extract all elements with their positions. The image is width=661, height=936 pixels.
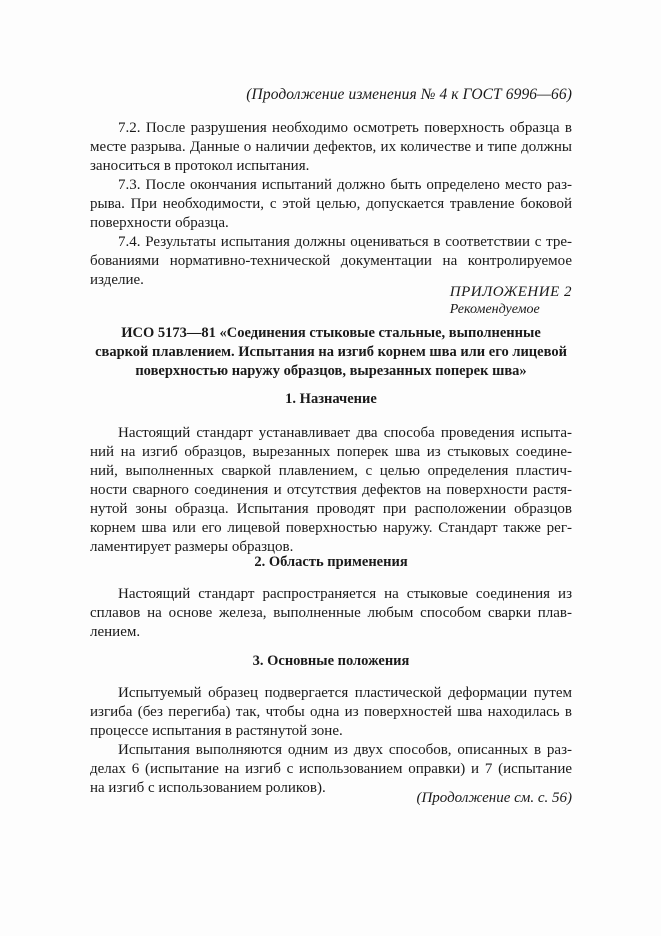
section-heading: 1. Назначение <box>285 391 377 407</box>
title-line: сваркой плавлением. Испытания на изгиб корнем шва или его лицевой <box>95 344 567 360</box>
text-line: 7.4. Результаты испытания должны оцениваться в соответствии с тре- <box>118 234 572 250</box>
document-title <box>90 324 572 381</box>
section-heading: 3. Основные положения <box>252 653 410 669</box>
text-line: ламентирует размеры образцов. <box>90 539 294 555</box>
text-line: ний на изгиб образцов, вырезанных поперек шва из стыковых соедине- <box>90 444 572 460</box>
text-line: Испытания выполняются одним из двух способов, описанных в раз- <box>118 742 572 758</box>
text-line: делах 6 (испытание на изгиб с использованием оправки) и 7 (испытание <box>90 761 572 777</box>
text-line: нутой зоны образца. Испытания проводят при расположении образцов <box>90 501 572 517</box>
appendix-title: ПРИЛОЖЕНИЕ 2 <box>449 284 572 300</box>
text-line: заноситься в протокол испытания. <box>90 158 310 174</box>
text-line: изгиба (без перегиба) так, чтобы одна из поверхностей шва находилась в <box>90 704 572 720</box>
text-line: процессе испытания в растянутой зоне. <box>90 723 343 739</box>
section-body <box>90 684 572 798</box>
clause-block <box>90 119 572 290</box>
clause-7-4 <box>90 233 572 290</box>
header-continuation-note: (Продолжение изменения № 4 к ГОСТ 6996—66) <box>246 86 572 103</box>
text-line: Испытуемый образец подвергается пластической деформации путем <box>118 685 572 701</box>
text-line: корнем шва или его лицевой поверхностью наружу. Стандарт также рег- <box>90 520 572 536</box>
section-body <box>90 424 572 557</box>
text-line: лением. <box>90 624 141 640</box>
clause-7-2 <box>90 119 572 176</box>
clause-7-3 <box>90 176 572 233</box>
title-line: поверхностью наружу образцов, вырезанных поперек шва» <box>135 363 527 379</box>
text-line: рыва. При необходимости, с этой целью, допускается травление боковой <box>90 196 572 212</box>
text-line: ности сварного соединения и отсутствия дефектов на поверхности растя- <box>90 482 572 498</box>
title-line: ИСО 5173—81 «Соединения стыковые стальные, выполненные <box>121 325 541 341</box>
text-line: бованиями нормативно-технической документации на контролируемое <box>90 253 572 269</box>
text-line: Настоящий стандарт устанавливает два способа проведения испыта- <box>118 425 572 441</box>
text-line: изделие. <box>90 272 144 288</box>
footer-continuation-note: (Продолжение см. с. 56) <box>416 790 572 806</box>
text-line: поверхности образца. <box>90 215 229 231</box>
section-body <box>90 585 572 642</box>
text-line: 7.3. После окончания испытаний должно быть определено место раз- <box>118 177 572 193</box>
text-line: на изгиб с использованием роликов). <box>90 780 326 796</box>
appendix-subtitle: Рекомендуемое <box>449 302 540 317</box>
text-line: месте разрыва. Данные о наличии дефектов, их количестве и типе должны <box>90 139 572 155</box>
text-line: 7.2. После разрушения необходимо осмотреть поверхность образца в <box>118 120 572 136</box>
text-line: Настоящий стандарт распространяется на стыковые соединения из <box>118 586 572 602</box>
text-line: сплавов на основе железа, выполненные любым способом сварки плав- <box>90 605 572 621</box>
appendix-label <box>450 283 572 319</box>
text-line: ний, выполненных сваркой плавлением, с целью определения пластич- <box>90 463 572 479</box>
section-heading: 2. Область применения <box>254 554 408 570</box>
